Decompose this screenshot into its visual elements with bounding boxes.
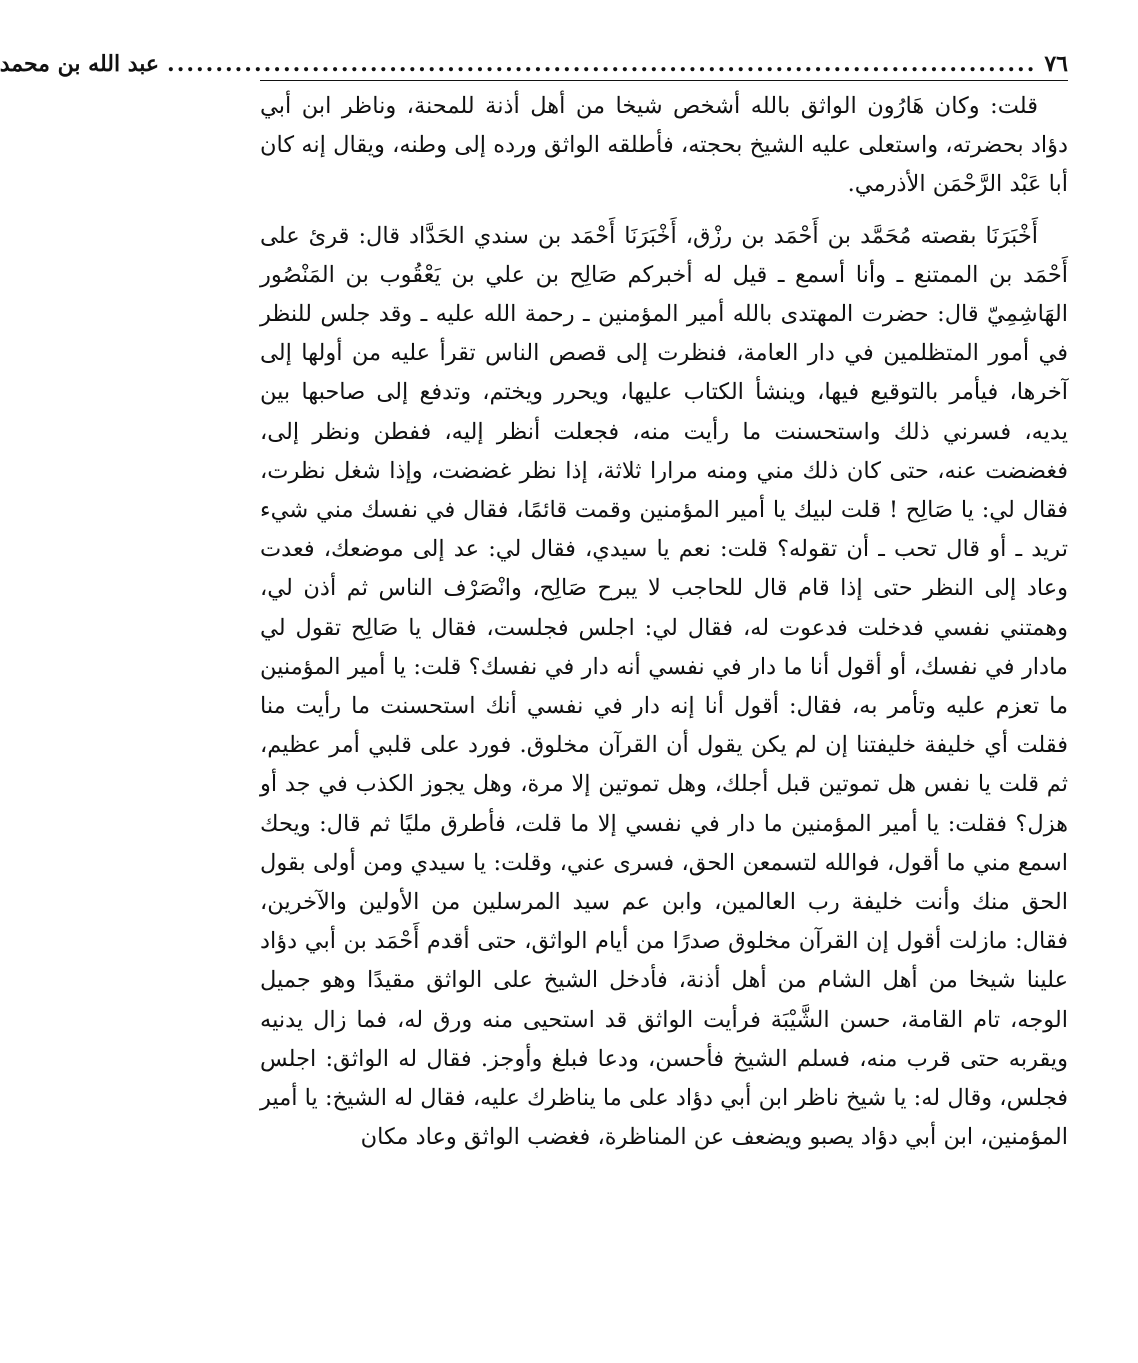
header-leader-dots: .......................................................................................... — [167, 51, 1037, 77]
running-title: عبد الله بن محمد — [0, 51, 160, 77]
header-divider — [260, 80, 1068, 81]
document-page — [0, 28, 1068, 1348]
body-text — [260, 87, 1068, 1157]
paragraph-1: قلت: وكان هَارُون الواثق بالله أشخص شيخا من أهل أذنة للمحنة، وناظر ابن أبي دؤاد بحضرته، واستعلى عليه الشيخ بحجته، فأطلقه الواثق ورده إلى وطنه، ويقال إنه كان أبا عَبْد الرَّحْمَن الأذرمي. — [260, 93, 1068, 198]
running-header — [0, 28, 1068, 78]
page-number: ٧٦ — [1044, 51, 1068, 77]
paragraph-2: أَخْبَرَنَا بقصته مُحَمَّد بن أَحْمَد بن رزْق، أَخْبَرَنَا أَحْمَد بن سندي الحَدَّاد قال: قرئ على أَحْمَد بن الممتنع ـ وأنا أسمع ـ قيل له أخبركم صَالِح بن علي بن يَعْقُوب بن المَنْصُور الهَاشِمِيّ قال: حضرت المهتدى بالله أمير المؤمنين ـ رحمة الله عليه ـ وقد جلس للنظر في أمور المتظلمين في دار العامة، فنظرت إلى قصص الناس تقرأ عليه من أولها إلى آخرها، فيأمر بالتوقيع فيها، وينشأ الكتاب عليها، ويحرر ويختم، وتدفع إلى صاحبها بين يديه، فسرني ذلك واستحسنت ما رأيت منه، فجعلت أنظر إليه، ففطن ونظر إلى، فغضضت عنه، حتى كان ذلك مني ومنه مرارا ثلاثة، إذا نظر غضضت، وإذا شغل نظرت، فقال لي: يا صَالِح ! قلت لبيك يا أمير المؤمنين وقمت قائمًا، فقال في نفسك مني شيء تريد ـ أو قال تحب ـ أن تقوله؟ قلت: نعم يا سيدي، فقال لي: عد إلى موضعك، فعدت وعاد إلى النظر حتى إذا قام قال للحاجب لا يبرح صَالِح، وانْصَرْف الناس ثم أذن لي، وهمتني نفسي فدخلت فدعوت له، فقال لي: اجلس فجلست، فقال يا صَالِح تقول لي مادار في نفسك، أو أقول أنا ما دار في نفسي أنه دار في نفسك؟ قلت: يا أمير المؤمنين ما تعزم عليه وتأمر به، فقال: أقول أنا إنه دار في نفسي أنك استحسنت ما رأيت منا فقلت أي خليفة خليفتنا إن لم يكن يقول أن القرآن مخلوق. فورد على قلبي أمر عظيم، ثم قلت يا نفس هل تموتين قبل أجلك، وهل تموتين إلا مرة، وهل يجوز الكذب في جد أو هزل؟ فقلت: يا أمير المؤمنين ما دار في نفسي إلا ما قلت، فأطرق مليًا ثم قال: ويحك اسمع مني ما أقول، فوالله لتسمعن الحق، فسرى عني، وقلت: يا سيدي ومن أولى بقول الحق منك وأنت خليفة رب العالمين، وابن عم سيد المرسلين من الأولين والآخرين، فقال: مازلت أقول إن القرآن مخلوق صدرًا من أيام الواثق، حتى أقدم أَحْمَد بن أبي دؤاد علينا شيخا من أهل الشام من أهل أذنة، فأدخل الشيخ على الواثق مقيدًا وهو جميل الوجه، تام القامة، حسن الشَّيْبَة فرأيت الواثق قد استحيى منه ورق له، فما زال يدنيه ويقربه حتى قرب منه، فسلم الشيخ فأحسن، ودعا فبلغ وأوجز. فقال له الواثق: اجلس فجلس، وقال له: يا شيخ ناظر ابن أبي دؤاد على ما يناظرك عليه، فقال له الشيخ: يا أمير المؤمنين، ابن أبي دؤاد يصبو ويضعف عن المناظرة، فغضب الواثق وعاد مكان — [260, 222, 1068, 1151]
